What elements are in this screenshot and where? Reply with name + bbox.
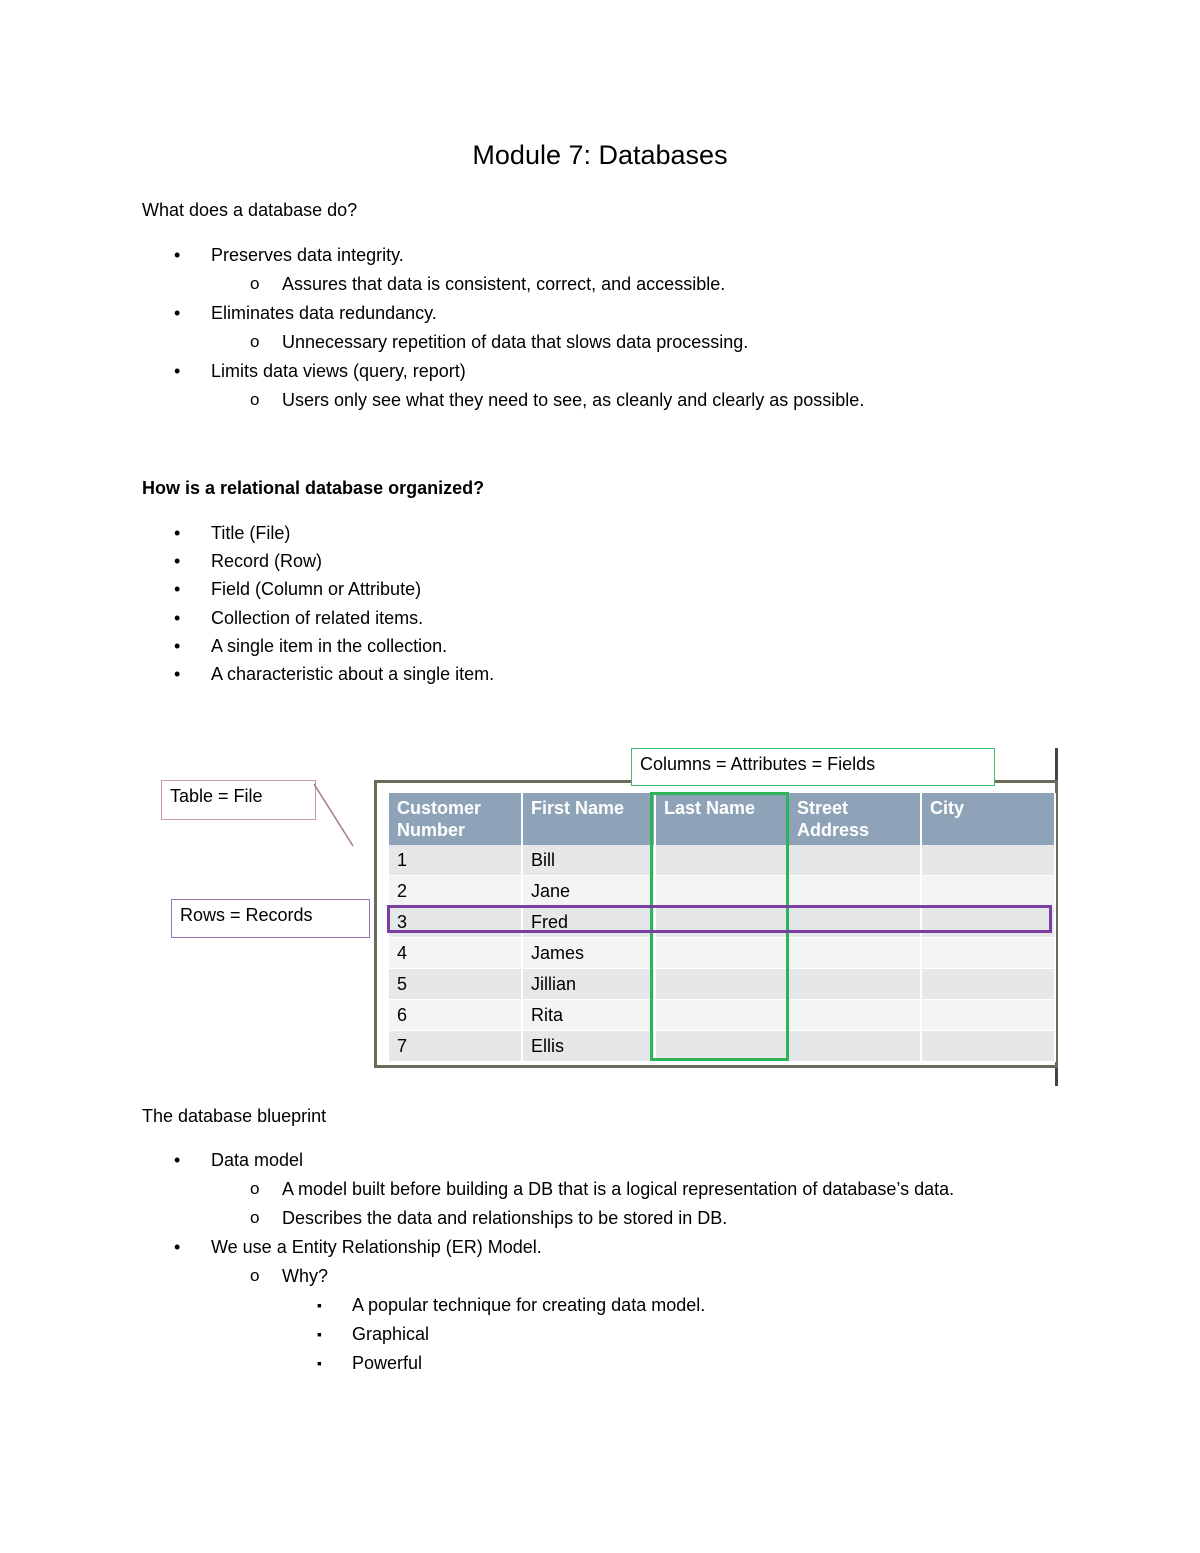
table-cell: 4 — [389, 938, 522, 969]
table-cell: 7 — [389, 1031, 522, 1062]
sub-bullet-marker: o — [250, 1208, 260, 1227]
sub-bullet-marker: o — [250, 274, 260, 293]
table-callout: Table = File — [161, 780, 316, 820]
table-cell: 6 — [389, 1000, 522, 1031]
table-cell: Ellis — [522, 1031, 655, 1062]
list-item: Limits data views (query, report) — [211, 361, 466, 381]
bullet-marker: • — [174, 664, 181, 684]
bullet-marker: • — [174, 361, 181, 381]
table-cell: Fred — [522, 907, 655, 938]
subsub-list-item: Graphical — [352, 1324, 430, 1344]
sub-list-item: Unnecessary repetition of data that slows data processing. — [282, 332, 749, 352]
sub-list-item: A model built before building a DB that is a logical representation of database’s data. — [282, 1179, 955, 1199]
bullet-marker: • — [174, 1150, 181, 1170]
table-cell: James — [522, 938, 655, 969]
sub-list-item: Users only see what they need to see, as cleanly and clearly as possible. — [282, 390, 865, 410]
column-header: City — [921, 793, 1055, 845]
table-cell — [921, 876, 1055, 907]
table-cell — [788, 1000, 921, 1031]
section3-heading: The database blueprint — [142, 1106, 327, 1126]
rows-callout: Rows = Records — [171, 899, 370, 938]
bullet-marker: • — [174, 551, 181, 571]
list-item: We use a Entity Relationship (ER) Model. — [211, 1237, 542, 1257]
table-cell — [788, 876, 921, 907]
list-item: A single item in the collection. — [211, 636, 448, 656]
list-item: A characteristic about a single item. — [211, 664, 495, 684]
table-cell — [788, 845, 921, 876]
column-header: Customer Number — [389, 793, 522, 845]
sub-bullet-marker: o — [250, 332, 260, 351]
column-header: Street Address — [788, 793, 921, 845]
sub-bullet-marker: o — [250, 1266, 260, 1285]
subsub-list-item: Powerful — [352, 1353, 423, 1373]
table-cell — [788, 969, 921, 1000]
table-cell — [788, 1031, 921, 1062]
table-cell: 3 — [389, 907, 522, 938]
sub-list-item: Why? — [282, 1266, 329, 1286]
bullet-marker: • — [174, 1237, 181, 1257]
bullet-marker: • — [174, 523, 181, 543]
row-highlight — [387, 905, 1052, 933]
bullet-marker: • — [174, 608, 181, 628]
table-callout-connector — [300, 780, 360, 850]
subsub-list-item: A popular technique for creating data model. — [352, 1295, 706, 1315]
column-header: First Name — [522, 793, 655, 845]
table-cell: Rita — [522, 1000, 655, 1031]
table-cell: 2 — [389, 876, 522, 907]
bullet-marker: • — [174, 303, 181, 323]
sub-list-item: Assures that data is consistent, correct, and accessible. — [282, 274, 726, 294]
table-cell — [921, 1000, 1055, 1031]
table-cell: 1 — [389, 845, 522, 876]
section1-heading: What does a database do? — [142, 200, 358, 220]
table-cell — [921, 969, 1055, 1000]
list-item: Eliminates data redundancy. — [211, 303, 437, 323]
column-header: Last Name — [655, 793, 788, 845]
list-item: Collection of related items. — [211, 608, 424, 628]
subsub-bullet-marker: ▪ — [317, 1297, 322, 1313]
sub-list-item: Describes the data and relationships to be stored in DB. — [282, 1208, 728, 1228]
bullet-marker: • — [174, 636, 181, 656]
list-item: Title (File) — [211, 523, 291, 543]
table-cell: Jane — [522, 876, 655, 907]
table-cell — [921, 938, 1055, 969]
list-item: Field (Column or Attribute) — [211, 579, 422, 599]
table-cell: 5 — [389, 969, 522, 1000]
list-item: Record (Row) — [211, 551, 323, 571]
table-cell — [921, 1031, 1055, 1062]
columns-callout: Columns = Attributes = Fields — [631, 748, 995, 786]
section2-heading: How is a relational database organized? — [142, 478, 485, 498]
table-cell: Jillian — [522, 969, 655, 1000]
subsub-bullet-marker: ▪ — [317, 1326, 322, 1342]
page-title: Module 7: Databases — [472, 140, 728, 170]
table-cell — [921, 845, 1055, 876]
sub-bullet-marker: o — [250, 1179, 260, 1198]
list-item: Data model — [211, 1150, 304, 1170]
table-cell: Bill — [522, 845, 655, 876]
bullet-marker: • — [174, 579, 181, 599]
list-item: Preserves data integrity. — [211, 245, 404, 265]
sub-bullet-marker: o — [250, 390, 260, 409]
subsub-bullet-marker: ▪ — [317, 1355, 322, 1371]
table-cell — [788, 938, 921, 969]
bullet-marker: • — [174, 245, 181, 265]
